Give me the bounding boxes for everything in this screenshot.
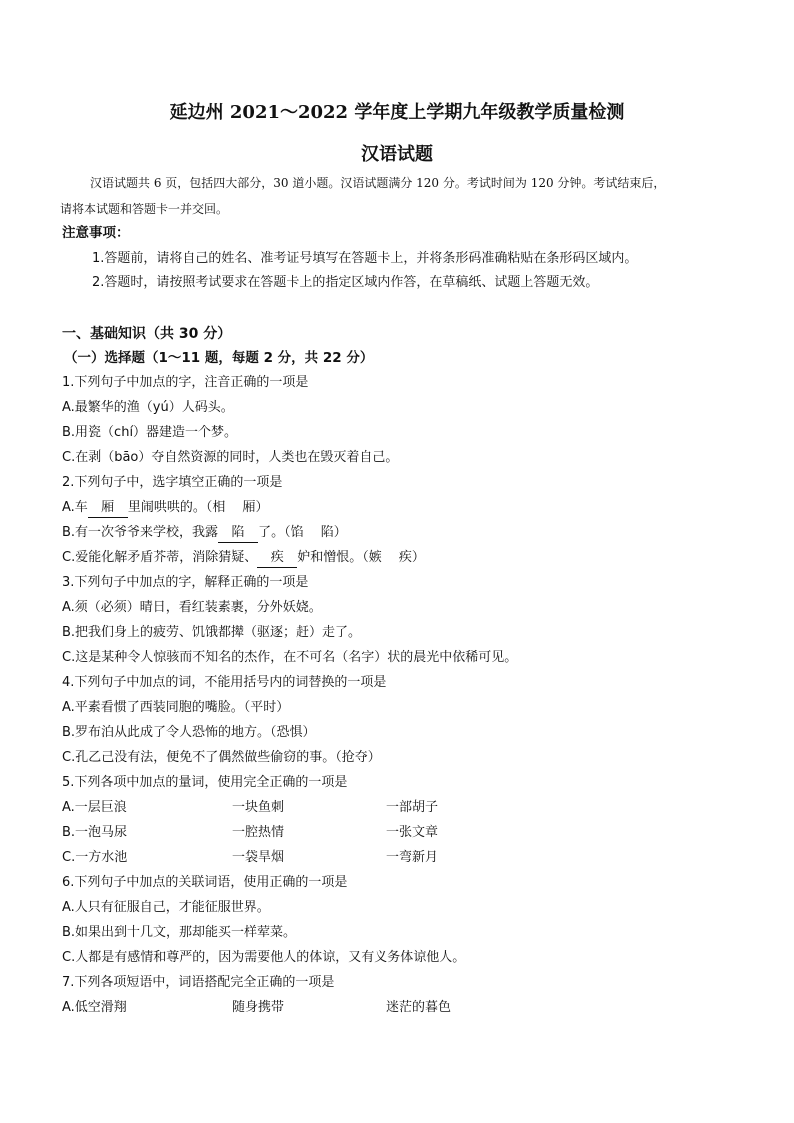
q5-c-item-2: 一袋旱烟 (232, 850, 285, 865)
notes-heading: 注意事项： (62, 225, 130, 241)
q5-a-item-1: A.一层巨浪 (62, 800, 127, 815)
q1-option-c: C.在剥（bāo）夺自然资源的同时，人类也在毁灭着自己。 (62, 450, 399, 465)
q7-a-item-1: A.低空滑翔 (62, 1000, 127, 1015)
exam-subtitle: 汉语试题 (361, 144, 433, 165)
q6-option-c: C.人都是有感情和尊严的，因为需要他人的体谅，又有义务体谅他人。 (62, 950, 466, 965)
q2-b-blank: 陷 (218, 524, 258, 543)
q2-a-blank: 厢 (88, 499, 128, 518)
q2-option-b: B.有一次爷爷来学校，我露 陷 了。（馅 陷） (62, 524, 347, 543)
q2-option-a: A.车 厢 里闹哄哄的。（相 厢） (62, 499, 268, 518)
q5-a-item-2: 一块鱼刺 (232, 800, 285, 815)
subsection-heading: （一）选择题（1～11 题，每题 2 分，共 22 分） (64, 350, 374, 366)
q5-a-item-3: 一部胡子 (386, 800, 439, 815)
intro-line-1: 汉语试题共 6 页，包括四大部分，30 道小题。汉语试题满分 120 分。考试时间为 120 分钟。考试结束后， (90, 176, 666, 190)
q5-b-item-2: 一腔热情 (232, 825, 285, 840)
q2-option-c: C.爱能化解矛盾芥蒂，消除猜疑、 疾 妒和憎恨。（嫉 疾） (62, 549, 425, 568)
q3-stem: 3.下列句子中加点的字，解释正确的一项是 (62, 575, 309, 590)
q5-c-item-3: 一弯新月 (386, 850, 439, 865)
q6-option-b: B.如果出到十几文，那却能买一样荤菜。 (62, 925, 297, 940)
q5-stem: 5.下列各项中加点的量词，使用完全正确的一项是 (62, 775, 348, 790)
section-heading: 一、基础知识（共 30 分） (62, 326, 232, 342)
q1-option-a: A.最繁华的渔（yú）人码头。 (62, 400, 234, 415)
q4-option-c: C.孔乙己没有法，便免不了偶然做些偷窃的事。（抢夺） (62, 750, 381, 765)
q1-stem: 1.下列句子中加点的字，注音正确的一项是 (62, 375, 309, 390)
exam-title: 延边州 2021～2022 学年度上学期九年级教学质量检测 (169, 102, 625, 123)
intro-line-2: 请将本试题和答题卡一并交回。 (60, 202, 229, 216)
q2-c-blank: 疾 (257, 549, 297, 568)
q6-option-a: A.人只有征服自己，才能征服世界。 (62, 900, 270, 915)
notes-item-2: 2.答题时，请按照考试要求在答题卡上的指定区域内作答，在草稿纸、试题上答题无效。 (92, 275, 599, 290)
q3-option-a: A.须（必须）晴日，看红装素裹，分外妖娆。 (62, 600, 322, 615)
q4-stem: 4.下列句子中加点的词，不能用括号内的词替换的一项是 (62, 675, 387, 690)
q5-b-item-3: 一张文章 (386, 825, 439, 840)
q4-option-b: B.罗布泊从此成了令人恐怖的地方。（恐惧） (62, 725, 316, 740)
q3-option-c: C.这是某种令人惊骇而不知名的杰作，在不可名（名字）状的晨光中依稀可见。 (62, 650, 518, 665)
q7-a-item-3: 迷茫的暮色 (386, 1000, 452, 1015)
q1-option-b: B.用瓷（chí）器建造一个梦。 (62, 425, 238, 440)
exam-intro (60, 170, 740, 222)
q7-stem: 7.下列各项短语中，词语搭配完全正确的一项是 (62, 975, 335, 990)
q5-b-item-1: B.一泡马尿 (62, 825, 128, 840)
q6-stem: 6.下列句子中加点的关联词语，使用正确的一项是 (62, 875, 348, 890)
q4-option-a: A.平素看惯了西装同胞的嘴脸。（平时） (62, 700, 290, 715)
q3-option-b: B.把我们身上的疲劳、饥饿都撵（驱逐；赶）走了。 (62, 625, 362, 640)
notes-item-1: 1.答题前，请将自己的姓名、准考证号填写在答题卡上，并将条形码准确粘贴在条形码区域内。 (92, 251, 638, 266)
q5-c-item-1: C.一方水池 (62, 850, 128, 865)
q2-stem: 2.下列句子中，选字填空正确的一项是 (62, 475, 283, 490)
q7-a-item-2: 随身携带 (232, 1000, 285, 1015)
